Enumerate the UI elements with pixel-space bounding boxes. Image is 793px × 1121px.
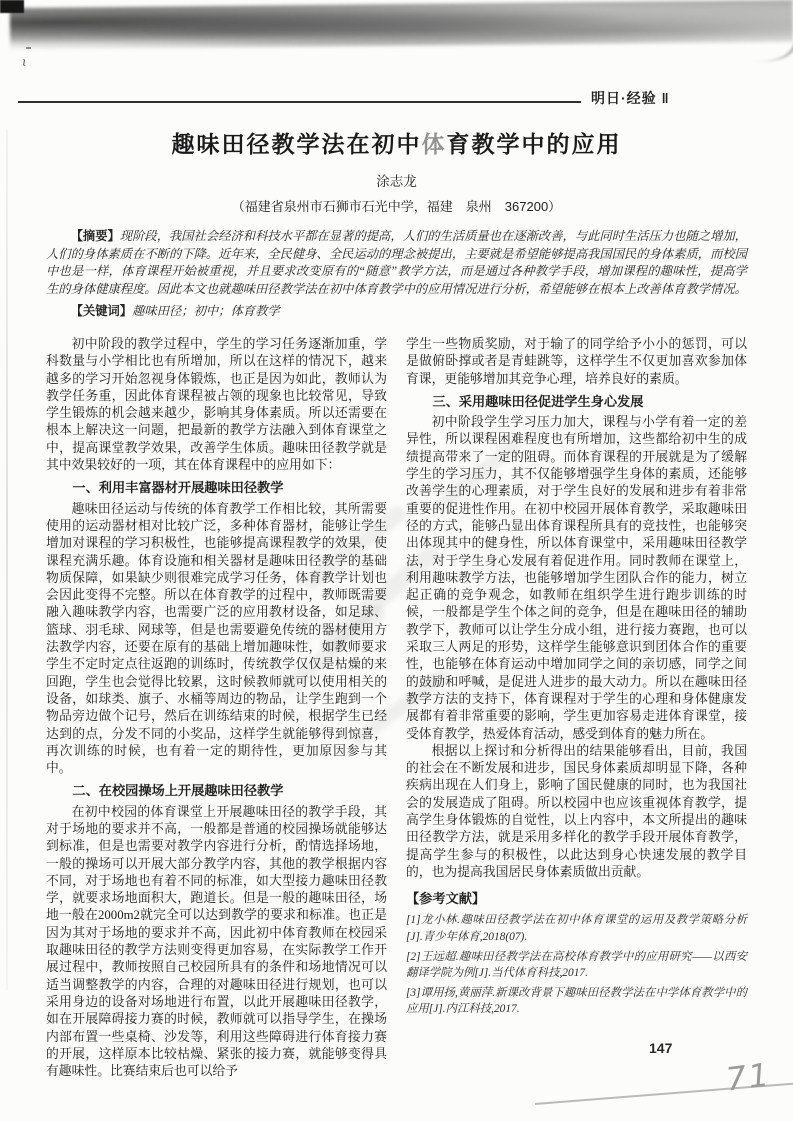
abstract-label: 【摘要】 xyxy=(70,229,120,243)
pencil-dash-mark xyxy=(26,47,31,49)
right-column xyxy=(406,336,747,1080)
section-heading: 三、采用趣味田径促进学生身心发展 xyxy=(432,393,644,409)
section-heading: 二、在校园操场上开展趣味田径教学 xyxy=(72,783,284,799)
journal-section-text: 明日·经验 xyxy=(591,90,657,106)
references-heading: 【参考文献】 xyxy=(406,891,486,907)
journal-section-label xyxy=(591,88,670,108)
abstract-paragraph xyxy=(46,228,747,298)
handwritten-page-mark: 71 xyxy=(723,1055,773,1099)
title-part: 育教学中的应用 xyxy=(446,131,622,157)
keywords-label: 【关键词】 xyxy=(70,304,133,319)
double-bar-mark: ‖ xyxy=(661,90,670,106)
left-column xyxy=(46,336,387,1080)
pencil-squiggle-mark: ι xyxy=(22,55,27,69)
abstract-text: 现阶段，我国社会经济和科技水平都在显著的提高，人们的生活质量也在逐渐改善，与此同时生活压力也随之增加，人们的身体素质在不断的下降。近年来，全民健身、全民运动的理念被提出，主要就是希望能够提高我国国民的身体素质，而校园中也是一样，体育课程开始被重视，并且要求改变原有的“随意”教学方法，而是通过各种教学手段，增加课程的趣味性，提高学生的身体健康程度。因此本文也就趣味田径教学法在初中体育教学中的应用情况进行分析，希望能够在根本上改善体育教学情况。 xyxy=(46,229,747,296)
page-number: 147 xyxy=(649,1040,673,1056)
title-part: 趣味田径教学法在初中 xyxy=(171,131,422,157)
paragraph: 根据以上探讨和分析得出的结果能够看出，目前，我国的社会在不断发展和进步，国民身体素质却明显下降，各种疾病出现在人们身上，影响了国民健康的同时，也为我国社会的发展造成了阻碍。所以校园中也应该重视体育教学，提高学生身体锻炼的自觉性，以上内容中，本文所提出的趣味田径教学方法，就是采用多样化的教学手段开展体育教学，提高学生参与的积极性，以此达到身心快速发展的教学目的，也为提高我国居民身体素质做出贡献。 xyxy=(406,743,747,879)
author-affiliation: （福建省泉州市石狮市石光中学，福建 泉州 367200） xyxy=(231,199,562,214)
scan-artifact-left-edge xyxy=(6,130,8,990)
keywords-line xyxy=(46,303,747,321)
reference-item: [2]王远超.趣味田径教学法在高校体育教学中的应用研究——以西安翻译学院为例[J].当代体育科技,2017. xyxy=(406,950,747,980)
two-column-body xyxy=(46,336,747,1080)
paragraph-continuation: 学生一些物质奖励，对于输了的同学给予小小的惩罚，可以是做俯卧撑或者是青蛙跳等，这样学生不仅更加喜欢参加体育课，更能够增加其竞争心理，培养良好的素质。 xyxy=(406,336,747,386)
keywords-text: 趣味田径；初中；体育教学 xyxy=(132,304,280,319)
header-rule xyxy=(18,101,581,103)
scan-artifact-top-band xyxy=(10,0,793,50)
paragraph: 初中阶段的教学过程中，学生的学习任务逐渐加重，学科数量与小学相比也有所增加，所以在这样的情况下，越来越多的学习开始忽视身体锻炼，也正是因为如此，教师认为教学任务重，因此体育课程被占领的现象也比较常见，导致学生锻炼的机会越来越少，影响其身体素质。所以还需要在根本上解决这一问题，把最新的教学方法融入到体育课堂之中，提高课堂教学效果，改善学生体质。趣味田径教学就是其中效果较好的一项，其在体育课程中的应用如下： xyxy=(46,336,387,473)
article-title xyxy=(46,126,747,159)
reference-item: [3]谭用扬,黄丽萍.新课改背景下趣味田径教学法在中学体育教学中的应用[J].内江科技,2017. xyxy=(406,986,747,1016)
paragraph: 初中阶段学生学习压力加大，课程与小学有着一定的差异性，所以课程困难程度也有所增加，这些都给初中生的成绩提高带来了一定的阻碍。而体育课程的开展就是为了缓解学生的学习压力，其不仅能够增强学生身体的素质，还能够改善学生的心理素质，对于学生良好的发展和进步有着非常重要的促进性作用。在初中校园开展体育教学，采取趣味田径的方式，能够凸显出体育课程所具有的竞技性，也能够突出体现其中的健身性，所以体育课堂中，采用趣味田径教学法，对于学生身心发展有着促进作用。同时教师在课堂上，利用趣味教学方法，也能够增加学生团队合作的能力，树立起正确的竞争观念，如教师在组织学生进行跑步训练的时候，一般都是学生个体之间的竞争，但是在趣味田径的辅助教学下，教师可以让学生分成小组，进行接力赛跑，也可以采取三人两足的形势，这样学生能够意识到团体合作的重要性，也能够在体育运动中增加同学之间的亲切感，同学之间的鼓励和呼喊，是促进人进步的最大动力。所以在趣味田径教学方法的支持下，体育课程对于学生的心理和身体健康发展都有着非常重要的影响，学生更加容易走进体育课堂，接受体育教学，热爱体育活动，感受到体育的魅力所在。 xyxy=(406,415,747,741)
paragraph: 趣味田径运动与传统的体育教学工作相比较，其所需要使用的运动器材相对比较广泛，多种体育器材，能够让学生增加对课程的学习积极性，也能够提高课程教学的效果，使课程充满乐趣。体育设施和相关器材是趣味田径教学的基础物质保障，如果缺少则很难完成学习任务，体育教学计划也会因此变得不完整。所以在体育教学的过程中，教师既需要融入趣味教学内容，也需要广泛的应用教材设备，如足球、篮球、羽毛球、网球等，但是也需要避免传统的器材使用方法教学内容，还要在原有的基础上增加趣味性，如教师要求学生不定时定点往返跑的训练时，传统教学仅仅是枯燥的来回跑，学生也会觉得比较累，这时候教师就可以使用相关的设备，如球类、旗子、水桶等周边的物品，让学生跑到一个物品旁边做个记号，然后在训练结束的时候，根据学生已经达到的点，分发不同的小奖品，这样学生就能够得到惊喜，再次训练的时候，也有着一定的期待性，更加原因参与其中。 xyxy=(46,501,387,776)
article-content xyxy=(46,116,747,1080)
scan-artifact-corner xyxy=(0,0,24,13)
title-faded-character: 体 xyxy=(421,131,447,157)
author-name: 涂志龙 xyxy=(376,174,417,189)
section-heading: 一、利用丰富器材开展趣味田径教学 xyxy=(72,480,284,496)
reference-item: [1]龙小林.趣味田径教学法在初中体育课堂的运用及教学策略分析[J].青少年体育,2018(07). xyxy=(406,914,747,944)
paragraph: 在初中校园的体育课堂上开展趣味田径的教学手段，其对于场地的要求并不高，一般都是普通的校园操场就能够达到标准，但是也需要对教学内容进行分析，酌情选择场地，一般的操场可以开展大部分教学内容，其他的教学根据内容不同，对于场地也有着不同的标准，如大型接力趣味田径教学，就要求场地面积大，跑道长。但是一般的趣味田径，场地一般在2000m2就完全可以达到教学的要求和标准。也正是因为其对于场地的要求并不高，因此初中体育教师在校园采取趣味田径的教学方法则变得更加容易，在实际教学工作开展过程中，教师按照自己校园所具有的条件和场地情况可以适当调整教学的内容，合理的对趣味田径进行规划，也可以采用身边的设备对场地进行布置，以此开展趣味田径教学，如在开展障碍接力赛的时候，教师就可以指导学生，在操场内部布置一些桌椅、沙发等，利用这些障碍进行体育接力赛的开展，这样原本比较枯燥、紧张的接力赛，就能够变得具有趣味性。比赛结束后也可以给予 xyxy=(46,804,387,1079)
